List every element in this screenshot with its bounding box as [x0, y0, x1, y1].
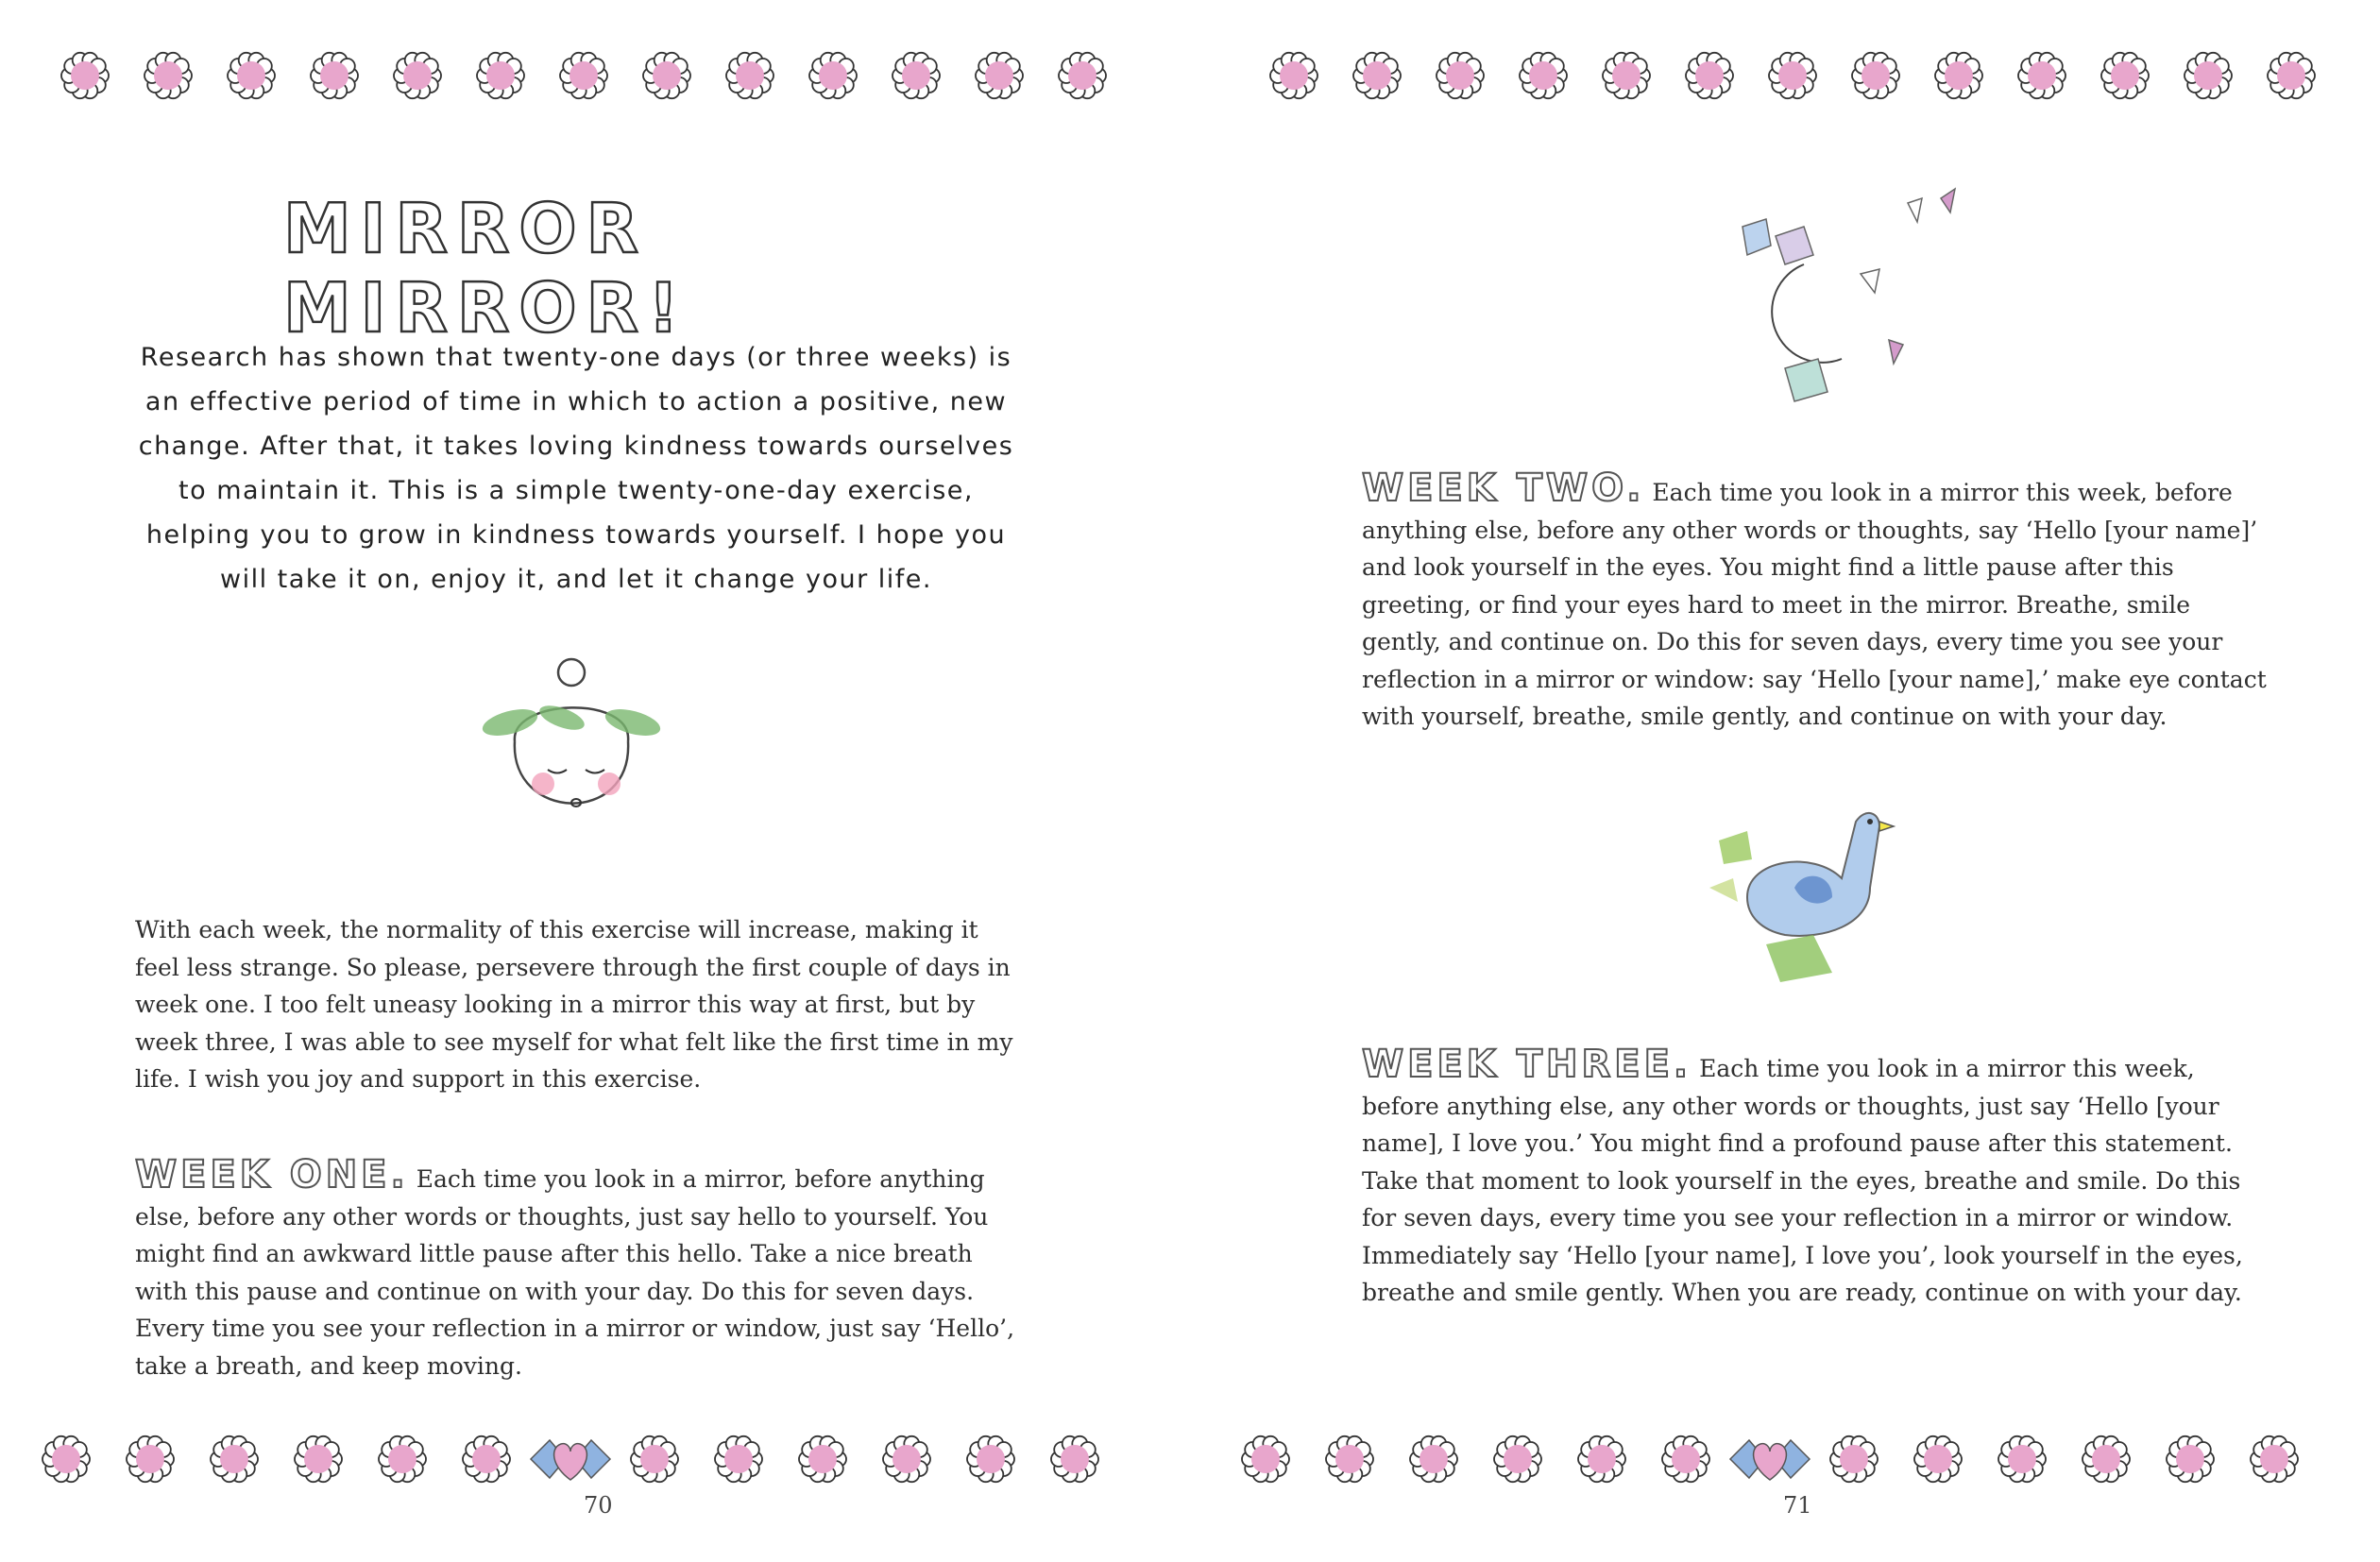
flower-icon	[722, 47, 778, 104]
flower-icon	[1764, 47, 1821, 104]
flower-icon	[2078, 1431, 2134, 1487]
top-flower-border-right	[1190, 47, 2380, 113]
page-number-left: 70	[584, 1492, 613, 1519]
flower-icon	[122, 1431, 178, 1487]
bottom-flower-border-left	[0, 1431, 1190, 1497]
flower-icon	[555, 47, 612, 104]
flower-icon	[1237, 1431, 1294, 1487]
intro-paragraph: With each week, the normality of this exercise will increase, making it feel less strange. So please, persevere through the first couple of days in week one. I too felt uneasy looking in a mirror this way at first, but by week three, I was able to see myself for what felt like the first time in my life. I wish you joy and support in this exercise.	[135, 916, 1013, 1093]
top-flower-border-left	[0, 47, 1190, 113]
flower-icon	[1658, 1431, 1714, 1487]
flower-icon	[2097, 47, 2153, 104]
flower-icon	[1405, 1431, 1462, 1487]
flower-icon	[962, 1431, 1019, 1487]
flower-icon	[888, 47, 944, 104]
flower-icon	[971, 47, 1028, 104]
flower-icon	[1046, 1431, 1103, 1487]
flower-icon	[805, 47, 861, 104]
flower-icon	[1349, 47, 1405, 104]
flower-icon	[140, 47, 196, 104]
week-three-section	[1362, 1043, 2269, 1312]
flower-icon	[472, 47, 529, 104]
bird-illustration	[1691, 784, 1917, 992]
flower-icon	[458, 1431, 515, 1487]
flower-icon	[2014, 47, 2070, 104]
flower-icon	[1930, 47, 1987, 104]
flower-icon	[626, 1431, 683, 1487]
week-three-text: Each time you look in a mirror this week, before anything else, any other words or thoughts, just say ‘Hello [your name], I love you.’ You might find a profound pause after this statement. Take that moment to look yourself in the eyes, breathe and smile. Do this for seven days, every time you see your reflection in a mirror or window. Immediately say ‘Hello [your name], I love you’, look yourself in the eyes, breathe and smile gently. When you are ready, continue on with your day.	[1362, 1055, 2243, 1306]
flower-icon	[1910, 1431, 1966, 1487]
right-page	[1190, 0, 2380, 1562]
flower-icon	[306, 47, 363, 104]
flower-icon	[1266, 47, 1322, 104]
week-two-section	[1362, 467, 2269, 736]
week-three-heading: WEEK THREE.	[1362, 1043, 1692, 1086]
week-one-heading: WEEK ONE.	[135, 1153, 409, 1197]
heart-icon	[523, 1431, 618, 1487]
week-one-section	[135, 1153, 1023, 1384]
flower-icon	[389, 47, 446, 104]
girl-face-illustration	[472, 652, 680, 850]
week-one-text: Each time you look in a mirror, before anything else, before any other words or thoughts, just say hello to yourself. You might find an awkward little pause after this hello. Take a nice breath with this pause and continue on with your day. Do this for seven days. Every time you see your reflection in a mirror or window, just say ‘Hello’, take a breath, and keep moving.	[135, 1165, 1015, 1380]
page-number-right: 71	[1783, 1492, 1812, 1519]
flower-icon	[1573, 1431, 1630, 1487]
intro-text: Research has shown that twenty-one days (or three weeks) is an effective period of time in which to action a positive, new change. After that, it takes loving kindness towards ourselves to maintain it. This is a simple twenty-one-day exercise, helping you to grow in kindness towards yourself. I hope you will take it on, enjoy it, and let it change your life.	[138, 343, 1014, 594]
flower-icon	[38, 1431, 94, 1487]
moon-illustration	[1653, 170, 1974, 425]
week-two-text: Each time you look in a mirror this week, before anything else, before any other words or thoughts, say ‘Hello [your name]’ and look yourself in the eyes. You might find a little pause after this greeting, or find your eyes hard to meet in the mirror. Breathe, smile gently, and continue on. Do this for seven days, every time you see your reflection in a mirror or window: say ‘Hello [your name],’ make eye contact with yourself, breathe, smile gently, and continue on with your day.	[1362, 479, 2267, 730]
flower-icon	[1515, 47, 1572, 104]
flower-icon	[794, 1431, 851, 1487]
flower-icon	[1826, 1431, 1882, 1487]
flower-icon	[1054, 47, 1111, 104]
flower-icon	[1489, 1431, 1546, 1487]
bottom-flower-border-right	[1190, 1431, 2380, 1497]
flower-icon	[57, 47, 113, 104]
flower-icon	[1847, 47, 1904, 104]
flower-icon	[1432, 47, 1488, 104]
flower-icon	[1321, 1431, 1378, 1487]
flower-icon	[374, 1431, 431, 1487]
flower-icon	[878, 1431, 935, 1487]
flower-icon	[2246, 1431, 2303, 1487]
flower-icon	[1598, 47, 1655, 104]
flower-icon	[710, 1431, 767, 1487]
flower-icon	[638, 47, 695, 104]
flower-icon	[2180, 47, 2236, 104]
flower-icon	[1681, 47, 1738, 104]
flower-icon	[206, 1431, 263, 1487]
flower-icon	[223, 47, 280, 104]
flower-icon	[290, 1431, 347, 1487]
flower-icon	[2263, 47, 2320, 104]
week-two-heading: WEEK TWO.	[1362, 467, 1645, 510]
page-title: MIRROR MIRROR!	[283, 189, 688, 348]
flower-icon	[1994, 1431, 2050, 1487]
flower-icon	[2162, 1431, 2218, 1487]
heart-icon	[1723, 1431, 1817, 1487]
